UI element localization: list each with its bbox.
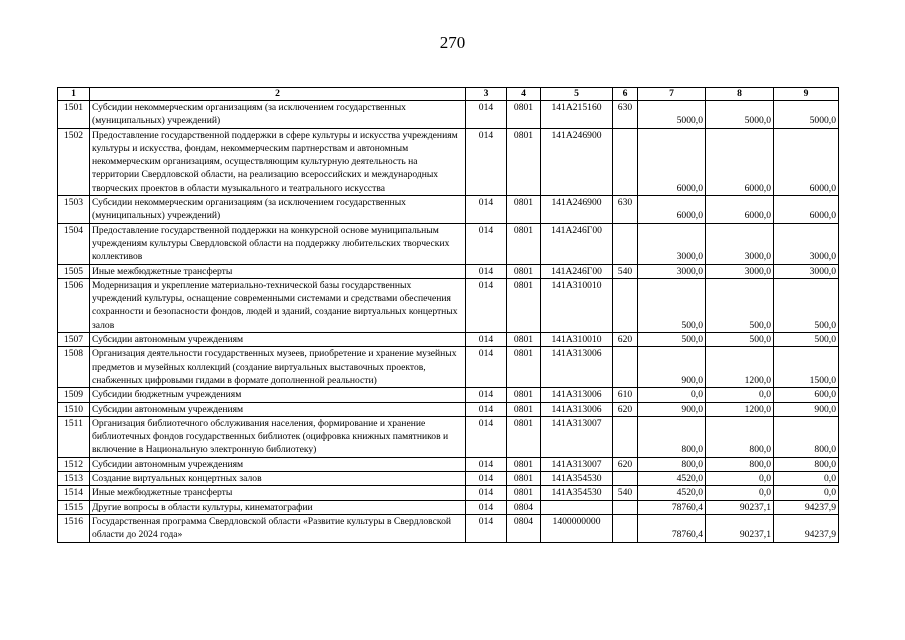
- row-number: 1504: [58, 223, 90, 264]
- expense-type-code: [613, 472, 638, 486]
- row-name: Субсидии автономным учреждениям: [90, 333, 466, 347]
- amount-year-3: 6000,0: [774, 128, 839, 195]
- target-article-code: 141A310010: [541, 278, 613, 332]
- ministry-code: 014: [466, 128, 507, 195]
- amount-year-2: 500,0: [706, 333, 774, 347]
- column-header: 6: [613, 88, 638, 101]
- section-code: 0801: [507, 402, 541, 416]
- amount-year-1: 78760,4: [638, 514, 706, 542]
- expense-type-code: [613, 514, 638, 542]
- target-article-code: 141A313006: [541, 402, 613, 416]
- column-header: 3: [466, 88, 507, 101]
- section-code: 0801: [507, 472, 541, 486]
- amount-year-3: 3000,0: [774, 264, 839, 278]
- ministry-code: 014: [466, 500, 507, 514]
- amount-year-1: 6000,0: [638, 196, 706, 224]
- amount-year-2: 0,0: [706, 486, 774, 500]
- table-row: [58, 101, 839, 129]
- amount-year-3: 0,0: [774, 486, 839, 500]
- row-number: 1506: [58, 278, 90, 332]
- ministry-code: 014: [466, 223, 507, 264]
- amount-year-3: 500,0: [774, 333, 839, 347]
- expense-type-code: [613, 500, 638, 514]
- amount-year-2: 90237,1: [706, 500, 774, 514]
- target-article-code: 141A354530: [541, 472, 613, 486]
- expense-type-code: 630: [613, 196, 638, 224]
- table-row: [58, 514, 839, 542]
- ministry-code: 014: [466, 416, 507, 457]
- row-number: 1515: [58, 500, 90, 514]
- section-code: 0801: [507, 347, 541, 388]
- table-row: [58, 128, 839, 195]
- expense-type-code: [613, 416, 638, 457]
- target-article-code: 141A313007: [541, 416, 613, 457]
- expense-type-code: [613, 278, 638, 332]
- amount-year-2: 3000,0: [706, 223, 774, 264]
- amount-year-2: 0,0: [706, 472, 774, 486]
- amount-year-3: 500,0: [774, 278, 839, 332]
- row-name: Организация деятельности государственных музеев, приобретение и хранение музейных предметов и музейных коллекций (создание виртуальных выставочных проектов, снабженных цифровыми гидами в формате дополненной реальности): [90, 347, 466, 388]
- amount-year-3: 800,0: [774, 416, 839, 457]
- table-row: [58, 333, 839, 347]
- section-code: 0804: [507, 500, 541, 514]
- amount-year-1: 4520,0: [638, 472, 706, 486]
- row-number: 1509: [58, 388, 90, 402]
- budget-table: [57, 87, 839, 543]
- section-code: 0801: [507, 223, 541, 264]
- expense-type-code: 620: [613, 333, 638, 347]
- amount-year-3: 0,0: [774, 472, 839, 486]
- row-name: Государственная программа Свердловской области «Развитие культуры в Свердловской области до 2024 года»: [90, 514, 466, 542]
- target-article-code: 141A310010: [541, 333, 613, 347]
- amount-year-2: 1200,0: [706, 402, 774, 416]
- expense-type-code: [613, 128, 638, 195]
- row-name: Иные межбюджетные трансферты: [90, 264, 466, 278]
- section-code: 0801: [507, 486, 541, 500]
- row-name: Предоставление государственной поддержки на конкурсной основе муниципальным учреждениям культуры Свердловской области на поддержку любительских творческих коллективов: [90, 223, 466, 264]
- row-number: 1503: [58, 196, 90, 224]
- target-article-code: 141A246900: [541, 128, 613, 195]
- table-row: [58, 278, 839, 332]
- row-name: Другие вопросы в области культуры, кинематографии: [90, 500, 466, 514]
- amount-year-3: 6000,0: [774, 196, 839, 224]
- section-code: 0801: [507, 128, 541, 195]
- amount-year-1: 5000,0: [638, 101, 706, 129]
- table-row: [58, 388, 839, 402]
- expense-type-code: 540: [613, 486, 638, 500]
- table-row: [58, 500, 839, 514]
- target-article-code: [541, 500, 613, 514]
- expense-type-code: 620: [613, 402, 638, 416]
- table-row: [58, 264, 839, 278]
- section-code: 0804: [507, 514, 541, 542]
- column-header: 4: [507, 88, 541, 101]
- row-name: Иные межбюджетные трансферты: [90, 486, 466, 500]
- row-name: Модернизация и укрепление материально-технической базы государственных учреждений культуры, оснащение современными системами и средствами обеспечения сохранности и безопасности фондов, людей и зданий, создание виртуальных концертных залов: [90, 278, 466, 332]
- table-row: [58, 347, 839, 388]
- expense-type-code: [613, 347, 638, 388]
- expense-type-code: 540: [613, 264, 638, 278]
- section-code: 0801: [507, 457, 541, 471]
- section-code: 0801: [507, 101, 541, 129]
- amount-year-2: 1200,0: [706, 347, 774, 388]
- amount-year-3: 94237,9: [774, 514, 839, 542]
- column-header: 1: [58, 88, 90, 101]
- table-row: [58, 402, 839, 416]
- amount-year-2: 800,0: [706, 457, 774, 471]
- expense-type-code: 610: [613, 388, 638, 402]
- target-article-code: 141A246Г00: [541, 223, 613, 264]
- row-number: 1511: [58, 416, 90, 457]
- amount-year-1: 800,0: [638, 457, 706, 471]
- ministry-code: 014: [466, 388, 507, 402]
- row-number: 1513: [58, 472, 90, 486]
- ministry-code: 014: [466, 402, 507, 416]
- amount-year-1: 78760,4: [638, 500, 706, 514]
- amount-year-3: 5000,0: [774, 101, 839, 129]
- ministry-code: 014: [466, 264, 507, 278]
- table-body: [58, 101, 839, 543]
- row-number: 1502: [58, 128, 90, 195]
- column-header: 8: [706, 88, 774, 101]
- column-header: 7: [638, 88, 706, 101]
- amount-year-1: 6000,0: [638, 128, 706, 195]
- header-row: [58, 88, 839, 101]
- section-code: 0801: [507, 278, 541, 332]
- row-name: Субсидии некоммерческим организациям (за исключением государственных (муниципальных) учреждений): [90, 101, 466, 129]
- section-code: 0801: [507, 196, 541, 224]
- row-name: Предоставление государственной поддержки в сфере культуры и искусства учреждениям культуры и искусства, фондам, некоммерческим партнерствам и автономным некоммерческим организациям, осуществляющим культурную деятельность на территории Свердловской области, на реализацию всероссийских и международных творческих проектов в области музыкального и театрального искусства: [90, 128, 466, 195]
- ministry-code: 014: [466, 347, 507, 388]
- expense-type-code: [613, 223, 638, 264]
- target-article-code: 141A313007: [541, 457, 613, 471]
- target-article-code: 141A215160: [541, 101, 613, 129]
- target-article-code: 141A313006: [541, 347, 613, 388]
- ministry-code: 014: [466, 457, 507, 471]
- amount-year-1: 500,0: [638, 278, 706, 332]
- ministry-code: 014: [466, 514, 507, 542]
- row-number: 1501: [58, 101, 90, 129]
- amount-year-3: 3000,0: [774, 223, 839, 264]
- expense-type-code: 630: [613, 101, 638, 129]
- ministry-code: 014: [466, 472, 507, 486]
- row-number: 1514: [58, 486, 90, 500]
- expense-type-code: 620: [613, 457, 638, 471]
- amount-year-1: 3000,0: [638, 264, 706, 278]
- amount-year-3: 1500,0: [774, 347, 839, 388]
- amount-year-3: 94237,9: [774, 500, 839, 514]
- ministry-code: 014: [466, 196, 507, 224]
- amount-year-1: 500,0: [638, 333, 706, 347]
- target-article-code: 141A354530: [541, 486, 613, 500]
- row-number: 1516: [58, 514, 90, 542]
- row-name: Субсидии автономным учреждениям: [90, 457, 466, 471]
- target-article-code: 141A246Г00: [541, 264, 613, 278]
- row-name: Создание виртуальных концертных залов: [90, 472, 466, 486]
- amount-year-1: 4520,0: [638, 486, 706, 500]
- table-row: [58, 486, 839, 500]
- row-name: Субсидии некоммерческим организациям (за исключением государственных (муниципальных) учреждений): [90, 196, 466, 224]
- table-row: [58, 472, 839, 486]
- column-header: 5: [541, 88, 613, 101]
- amount-year-3: 800,0: [774, 457, 839, 471]
- amount-year-1: 800,0: [638, 416, 706, 457]
- row-number: 1512: [58, 457, 90, 471]
- row-name: Субсидии бюджетным учреждениям: [90, 388, 466, 402]
- section-code: 0801: [507, 333, 541, 347]
- ministry-code: 014: [466, 333, 507, 347]
- amount-year-2: 0,0: [706, 388, 774, 402]
- amount-year-2: 5000,0: [706, 101, 774, 129]
- ministry-code: 014: [466, 101, 507, 129]
- column-header: 2: [90, 88, 466, 101]
- section-code: 0801: [507, 264, 541, 278]
- ministry-code: 014: [466, 486, 507, 500]
- section-code: 0801: [507, 388, 541, 402]
- amount-year-3: 900,0: [774, 402, 839, 416]
- amount-year-1: 0,0: [638, 388, 706, 402]
- amount-year-2: 3000,0: [706, 264, 774, 278]
- target-article-code: 141A246900: [541, 196, 613, 224]
- row-number: 1510: [58, 402, 90, 416]
- amount-year-1: 3000,0: [638, 223, 706, 264]
- section-code: 0801: [507, 416, 541, 457]
- target-article-code: 1400000000: [541, 514, 613, 542]
- table-row: [58, 196, 839, 224]
- amount-year-2: 6000,0: [706, 196, 774, 224]
- table-row: [58, 223, 839, 264]
- row-number: 1507: [58, 333, 90, 347]
- table-row: [58, 416, 839, 457]
- row-number: 1508: [58, 347, 90, 388]
- row-name: Субсидии автономным учреждениям: [90, 402, 466, 416]
- ministry-code: 014: [466, 278, 507, 332]
- table-row: [58, 457, 839, 471]
- page-number: 270: [439, 33, 466, 52]
- amount-year-2: 90237,1: [706, 514, 774, 542]
- amount-year-2: 500,0: [706, 278, 774, 332]
- target-article-code: 141A313006: [541, 388, 613, 402]
- amount-year-3: 600,0: [774, 388, 839, 402]
- row-name: Организация библиотечного обслуживания населения, формирование и хранение библиотечных фондов государственных библиотек (оцифровка книжных памятников и включение в Национальную электронную библиотеку): [90, 416, 466, 457]
- amount-year-1: 900,0: [638, 347, 706, 388]
- column-header: 9: [774, 88, 839, 101]
- amount-year-1: 900,0: [638, 402, 706, 416]
- row-number: 1505: [58, 264, 90, 278]
- amount-year-2: 800,0: [706, 416, 774, 457]
- amount-year-2: 6000,0: [706, 128, 774, 195]
